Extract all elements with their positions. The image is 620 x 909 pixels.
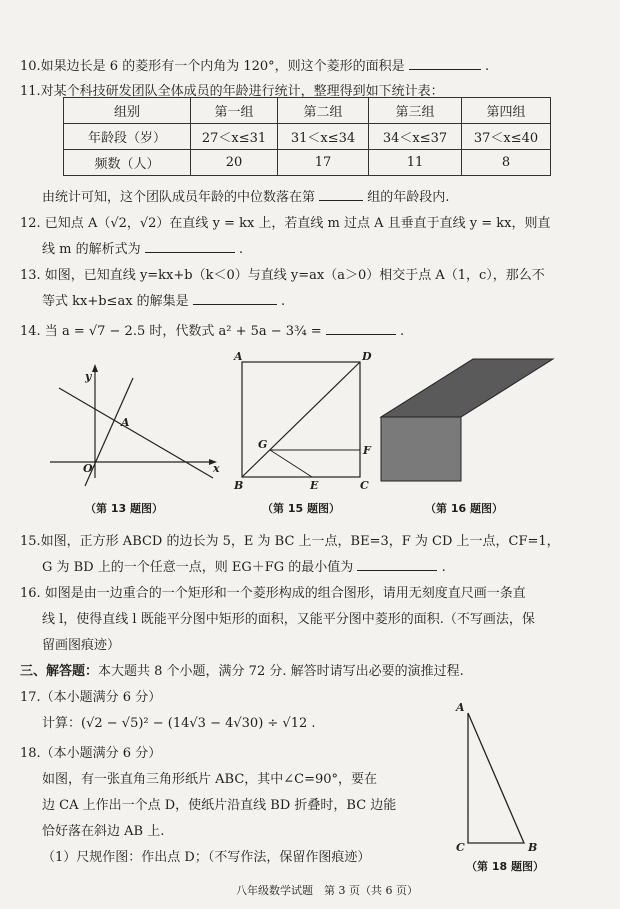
fig15-label-g: G xyxy=(258,438,268,451)
segment-ge xyxy=(270,450,312,477)
fig15-label-e: E xyxy=(310,479,319,492)
stats-table xyxy=(63,97,551,176)
fig18-label-a: A xyxy=(456,701,465,714)
q12-line1: 12. 已知点 A（√2，√2）在直线 y = kx 上，若直线 m 过点 A 且垂直于直线 y = kx，则直 xyxy=(20,216,551,231)
fig15-label-d: D xyxy=(362,350,372,363)
question-11: 11.对某个科技研发团队全体成员的年龄进行统计，整理得到如下统计表： xyxy=(20,84,444,99)
table-cell: 年龄段（岁） xyxy=(64,124,191,150)
table-cell: 20 xyxy=(191,150,278,176)
rectangle-shape xyxy=(381,417,461,481)
q18-line4: （1）尺规作图：作出点 D；（不写作法，保留作图痕迹） xyxy=(42,850,371,865)
figure-18 xyxy=(452,695,552,860)
q10-end: . xyxy=(484,59,490,74)
fig13-label-y: y xyxy=(85,370,92,383)
table-header-row xyxy=(64,98,551,124)
table-cell: 34＜x≤37 xyxy=(369,124,462,150)
fig18-label-b: B xyxy=(528,841,538,854)
fig18-label-c: C xyxy=(456,841,465,854)
q14-answer-blank xyxy=(326,322,396,335)
fig15-caption: （第 15 题图） xyxy=(262,502,340,515)
table-header-cell: 第二组 xyxy=(278,98,369,124)
table-row xyxy=(64,150,551,176)
figure-13 xyxy=(45,360,225,490)
section-3-text: 本大题共 8 个小题，满分 72 分. 解答时请写出必要的演推过程. xyxy=(98,664,464,679)
q16-line2: 线 l，使得直线 l 既能平分图中矩形的面积，又能平分图中菱形的面积.（不写画法，保 xyxy=(42,612,535,627)
table-header-cell: 组别 xyxy=(64,98,191,124)
q12-line2 xyxy=(42,238,243,257)
fig13-caption: （第 13 题图） xyxy=(85,502,163,515)
diagonal-bd xyxy=(242,362,360,477)
q15-line2a: G 为 BD 上的一个任意一点，则 EG＋FG 的最小值为 xyxy=(42,560,354,575)
fig13-label-x: x xyxy=(213,462,220,475)
table-cell: 频数（人） xyxy=(64,150,191,176)
table-cell: 27＜x≤31 xyxy=(191,124,278,150)
q17-head: 17.（本小题满分 6 分） xyxy=(20,690,162,705)
fig18-caption: （第 18 题图） xyxy=(466,860,544,873)
y-axis-arrow-icon xyxy=(92,364,98,372)
q15-line2b: . xyxy=(441,560,446,575)
q15-line1: 15.如图，正方形 ABCD 的边长为 5，E 为 BC 上一点，BE=3，F 为 CD 上一点，CF=1， xyxy=(20,534,560,549)
q15-line2 xyxy=(42,556,446,575)
q12-line2a: 线 m 的解析式为 xyxy=(42,242,141,257)
q12-answer-blank xyxy=(145,240,235,253)
section-3-title: 三、解答题： xyxy=(20,664,99,679)
q12-line2b: . xyxy=(238,242,244,257)
q11-follow-b: 组的年龄段内. xyxy=(367,190,450,205)
q11-followup xyxy=(42,186,449,205)
figure-15 xyxy=(232,352,377,492)
q11-follow-a: 由统计可知，这个团队成员年龄的中位数落在第 xyxy=(42,190,316,205)
q14-end: . xyxy=(399,324,405,339)
table-row xyxy=(64,124,551,150)
q13-line2a: 等式 kx+b≤ax 的解集是 xyxy=(42,294,189,309)
fig13-label-o: O xyxy=(83,462,93,475)
q13-line2b: . xyxy=(280,294,286,309)
fig16-caption: （第 16 题图） xyxy=(425,502,503,515)
q18-line1: 如图，有一张直角三角形纸片 ABC，其中∠C=90°，要在 xyxy=(42,772,378,787)
q15-answer-blank xyxy=(357,558,437,571)
q13-line1: 13. 如图，已知直线 y=kx+b（k＜0）与直线 y=ax（a＞0）相交于点 A（1，c），那么不 xyxy=(20,268,545,283)
question-14 xyxy=(20,320,404,339)
fig15-label-f: F xyxy=(363,444,371,457)
q18-line2: 边 CA 上作出一个点 D，使纸片沿直线 BD 折叠时，BC 边能 xyxy=(42,798,397,813)
q13-line2 xyxy=(42,290,285,309)
table-header-cell: 第一组 xyxy=(191,98,278,124)
fig15-label-b: B xyxy=(234,479,244,492)
q10-text: 10.如果边长是 6 的菱形有一个内角为 120°，则这个菱形的面积是 xyxy=(20,59,405,74)
rhombus-shape xyxy=(381,359,553,417)
q16-line1: 16. 如图是由一边重合的一个矩形和一个菱形构成的组合图形，请用无刻度直尺画一条直 xyxy=(20,586,526,601)
q11-answer-blank xyxy=(319,188,363,201)
table-cell: 8 xyxy=(462,150,551,176)
table-cell: 37＜x≤40 xyxy=(462,124,551,150)
question-10 xyxy=(20,55,489,74)
fig15-label-c: C xyxy=(360,479,369,492)
table-cell: 11 xyxy=(369,150,462,176)
table-cell: 31＜x≤34 xyxy=(278,124,369,150)
q14-text: 14. 当 a = √7 − 2.5 时，代数式 a² + 5a − 3¾ = xyxy=(20,324,322,339)
q18-line3: 恰好落在斜边 AB 上. xyxy=(42,824,165,839)
fig15-label-a: A xyxy=(234,350,243,363)
q17-calc: 计算：(√2 − √5)² − (14√3 − 4√30) ÷ √12 . xyxy=(42,716,316,731)
q16-line3: 留画图痕迹） xyxy=(42,638,121,653)
table-header-cell: 第三组 xyxy=(369,98,462,124)
fig13-label-a: A xyxy=(121,416,130,429)
section-3-heading xyxy=(20,660,464,679)
q10-answer-blank xyxy=(409,57,481,70)
page-footer: 八年级数学试题 第 3 页（共 6 页） xyxy=(236,884,418,897)
table-header-cell: 第四组 xyxy=(462,98,551,124)
table-cell: 17 xyxy=(278,150,369,176)
q13-answer-blank xyxy=(193,292,277,305)
q18-head: 18.（本小题满分 6 分） xyxy=(20,746,162,761)
triangle-abc xyxy=(468,713,524,843)
figure-16 xyxy=(375,355,560,490)
